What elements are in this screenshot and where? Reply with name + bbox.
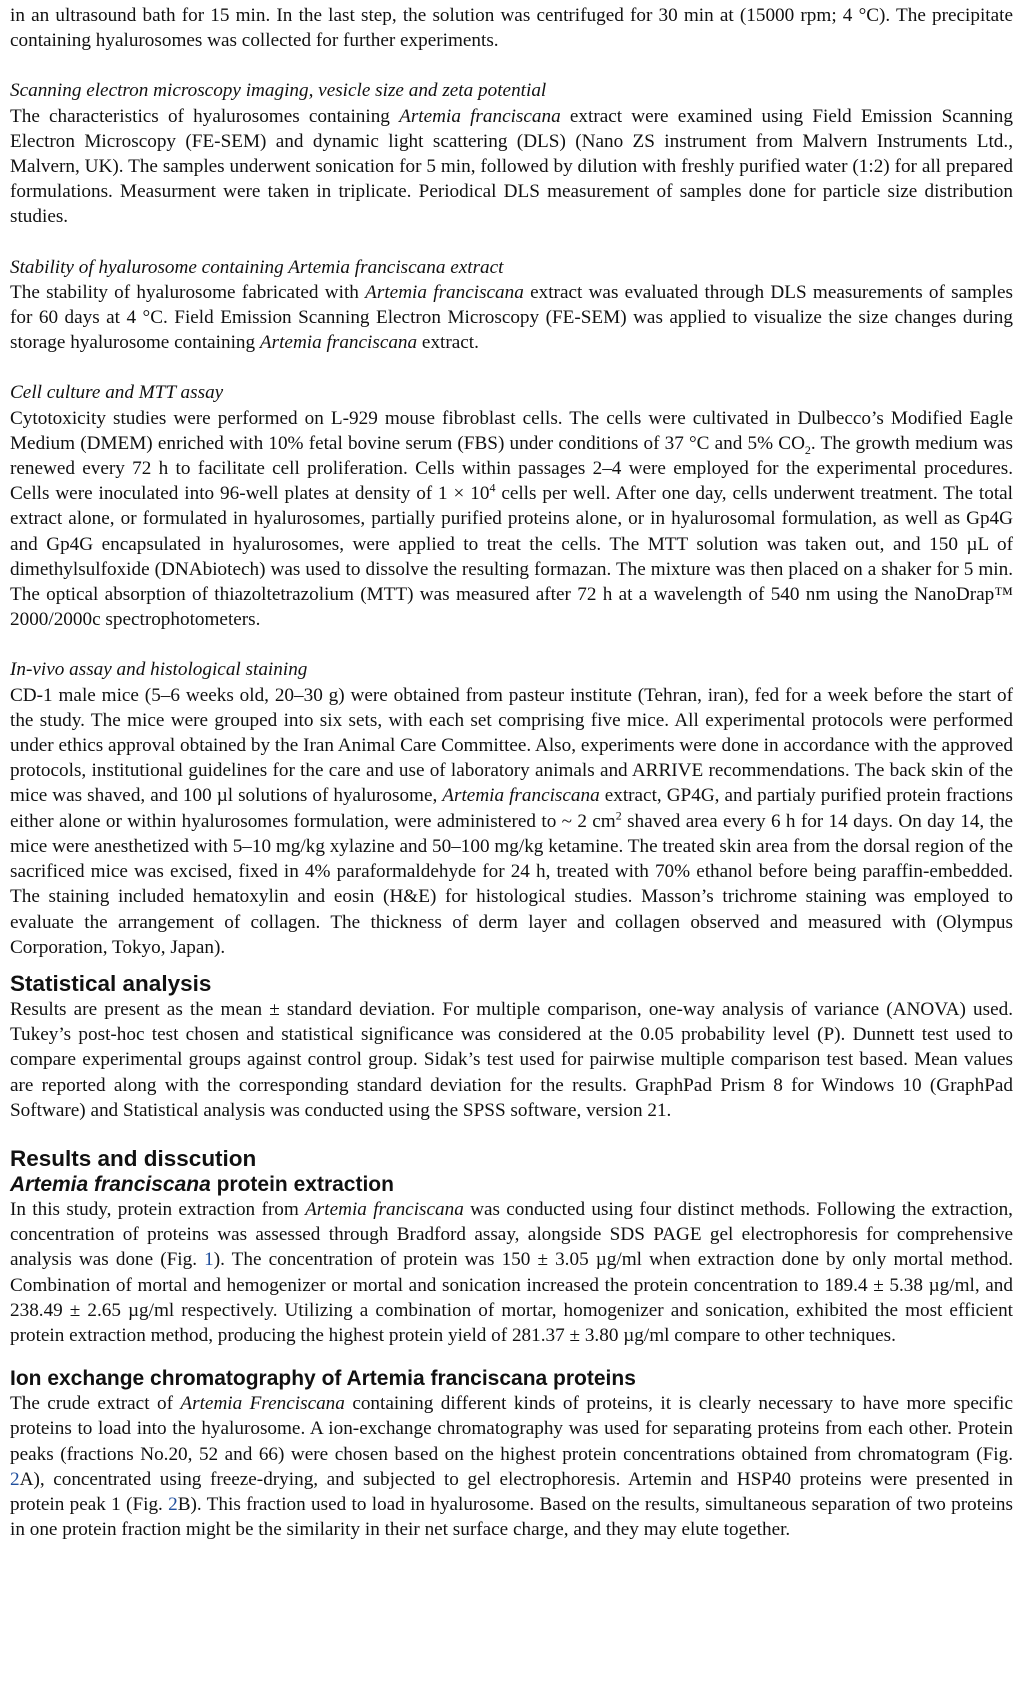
stats-paragraph: Results are present as the mean ± standard deviation. For multiple comparison, one-way analysis of variance (ANOVA) used. Tukey’s post-hoc test chosen and statistical significance was considered at the 0.05 probability level (P). Dunnett test used to compare experimental groups against control group. Sidak’s test used for pairwise multiple comparison test based. Mean values are reported along with the corresponding standard deviation for the results. GraphPad Prism 8 for Windows 10 (GraphPad Software) and Statistical analysis was conducted using the SPSS software, version 21. (10, 998, 1013, 1121)
fig1-link[interactable]: 1 (204, 1249, 214, 1271)
ion-paragraph: The crude extract of Artemia Frenciscana containing different kinds of proteins, it is clearly necessary to have more specific proteins to load into the hyalurosome. A ion-exchange chromatography was used for separating proteins from each other. Protein peaks (fractions No.20, 52 and 66) were chosen based on the highest protein concentrations obtained from chromatogram (Fig. 2A), concentrated using freeze-drying, and subjected to gel electrophoresis. Artemin and HSP40 proteins were presented in protein peak 1 (Fig. 2B). This fraction used to load in hyalurosome. Based on the results, simultaneous separation of two proteins in one protein fraction might be the similarity in their net surface charge, and they may elute together. (10, 1393, 1013, 1541)
stability-subheading: Stability of hyalurosome containing Artemia franciscana extract (10, 256, 504, 278)
invivo-paragraph: CD-1 male mice (5–6 weeks old, 20–30 g) were obtained from pasteur institute (Tehran, iran), fed for a week before the start of the study. The mice were grouped into six sets, with each set comprising five mice. All experimental protocols were performed under ethics approval obtained by the Iran Animal Care Committee. Also, experiments were done in accordance with the approved protocols, institutional guidelines for the care and use of laboratory animals and ARRIVE recommendations. The back skin of the mice was shaved, and 100 µl solutions of hyalurosome, Artemia franciscana extract, GP4G, and partialy purified protein fractions either alone or within hyalurosomes formulation, were administered to ~ 2 $cm^2$ shaved area every 6 h for 14 days. On day 14, the mice were anesthetized with 5–10 mg/kg xylazine and 50–100 mg/kg ketamine. The treated skin area from the dorsal region of the sacrificed mice was excised, fixed in 4% paraformaldehyde for 24 h, treated with 70% ethanol before being paraffin-embedded. The staining included hematoxylin and eosin (H&E) for histological studies. Masson’s trichrome staining was employed to evaluate the arrangement of collagen. The thickness of derm layer and collagen observed and measured with (Olympus Corporation, Tokyo, Japan). (10, 684, 1014, 958)
stability-paragraph: The stability of hyalurosome fabricated with Artemia franciscana extract was evaluated through DLS measurements of samples for 60 days at 4 °C. Field Emission Scanning Electron Microscopy (FE-SEM) was applied to visualize the size changes during storage hyalurosome containing Artemia franciscana extract. (10, 281, 1013, 354)
sem-subheading: Scanning electron microscopy imaging, vesicle size and zeta potential (10, 80, 547, 102)
invivo-subheading: In-vivo assay and histological staining (10, 659, 308, 681)
fig2a-link[interactable]: 2 (10, 1468, 20, 1490)
results-heading: Results and disscution (10, 1145, 257, 1171)
results-paragraph: In this study, protein extraction from Artemia franciscana was conducted using four distinct methods. Following the extraction, concentration of proteins was assessed through Bradford assay, alongside SDS PAGE gel electrophoresis for comprehensive analysis was done (Fig. 1). The concentration of protein was 150 ± 3.05 µg/ml when extraction done by only mortal method. Combination of mortal and hemogenizer or mortal and sonication increased the protein concentration to 189.4 ± 5.38 µg/ml, and 238.49 ± 2.65 µg/ml respectively. Utilizing a combination of mortar, homogenizer and sonication, exhibited the most efficient protein extraction method, producing the highest protein yield of 281.37 ± 3.80 µg/ml compare to other techniques. (10, 1198, 1013, 1346)
intro-paragraph: in an ultrasound bath for 15 min. In the last step, the solution was centrifuged for 30 min at (15000 rpm; 4 °C). The precipitate containing hyalurosomes was collected for further experiments. (10, 5, 1013, 52)
mtt-paragraph: Cytotoxicity studies were performed on L-929 mouse fibroblast cells. The cells were cultivated in Dulbecco’s Modified Eagle Medium (DMEM) enriched with 10% fetal bovine serum (FBS) under conditions of 37 °C and 5% $CO_2$. The growth medium was renewed every 72 h to facilitate cell proliferation. Cells within passages 2–4 were employed for the experimental procedures. Cells were inoculated into 96-well plates at density of $1 \times 10^4$ cells per well. After one day, cells underwent treatment. The total extract alone, or formulated in hyalurosomes, partially purified proteins alone, or in hyalurosomal formulation, as well as Gp4G and Gp4G encapsulated in hyalurosomes, were applied to treat the cells. The MTT solution was taken out, and 150 µL of dimethylsulfoxide (DNAbiotech) was used to dissolve the resulting formazan. The mixture was then placed on a shaker for 5 min. The optical absorption of thiazoltetrazolium (MTT) was measured after 72 h at a wavelength of 540 nm using the NanoDrap™ 2000/2000c spectrophotometers. (10, 407, 1014, 631)
mtt-subheading: Cell culture and MTT assay (10, 382, 224, 404)
fig2b-link[interactable]: 2 (168, 1493, 178, 1515)
stats-heading: Statistical analysis (10, 970, 212, 996)
results-subheading: Artemia franciscana protein extraction (10, 1172, 394, 1196)
ion-heading: Ion exchange chromatography of Artemia franciscana proteins (10, 1367, 636, 1391)
sem-paragraph: The characteristics of hyalurosomes containing Artemia franciscana extract were examined using Field Emission Scanning Electron Microscopy (FE-SEM) and dynamic light scattering (DLS) (Nano ZS instrument from Malvern Instruments Ltd., Malvern, UK). The samples underwent sonication for 5 min, followed by dilution with freshly purified water (1:2) for all prepared formulations. Measurment were taken in triplicate. Periodical DLS measurement of samples done for particle size distribution studies. (10, 105, 1013, 228)
